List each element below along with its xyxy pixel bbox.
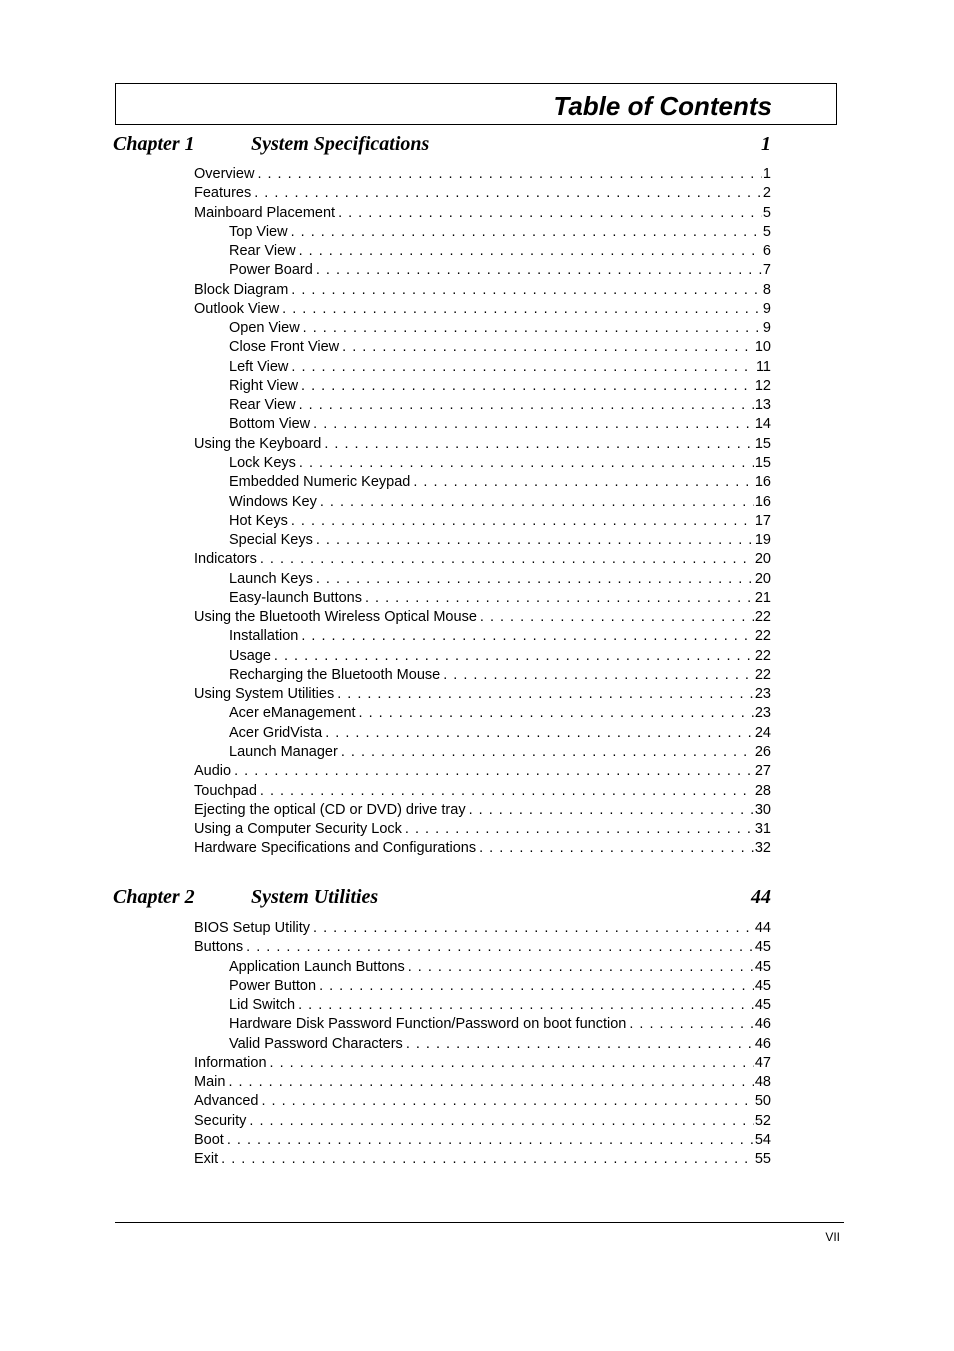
toc-dot-leader [291, 512, 754, 531]
toc-entry[interactable] [194, 1150, 771, 1169]
toc-entry[interactable] [194, 782, 771, 801]
toc-dot-leader [313, 919, 754, 938]
toc-entry-title: Using the Bluetooth Wireless Optical Mouse [194, 609, 477, 626]
toc-entry-title: Advanced [194, 1093, 259, 1110]
toc-dot-leader [365, 589, 754, 608]
toc-dot-leader [303, 319, 762, 338]
toc-entry[interactable] [194, 589, 771, 608]
toc-entry-page: 13 [754, 397, 771, 414]
toc-entry[interactable] [194, 493, 771, 512]
toc-dot-leader [319, 977, 754, 996]
toc-entry[interactable] [194, 1092, 771, 1111]
toc-entry-page: 32 [754, 840, 771, 857]
toc-entry-title: Launch Manager [229, 743, 338, 760]
toc-entry-page: 10 [754, 339, 771, 356]
chapter-1-entries [194, 165, 771, 859]
toc-dot-leader [443, 666, 754, 685]
toc-dot-leader [262, 1092, 754, 1111]
toc-dot-leader [325, 724, 754, 743]
toc-dot-leader [479, 839, 754, 858]
toc-dot-leader [291, 281, 762, 300]
toc-entry[interactable] [194, 958, 771, 977]
toc-entry-page: 5 [762, 204, 771, 221]
chapter-name: System Specifications [251, 133, 430, 155]
toc-entry-page: 15 [754, 435, 771, 452]
chapter-page: 44 [751, 886, 771, 908]
toc-entry-title: Power Button [229, 977, 317, 994]
toc-dot-leader [299, 396, 754, 415]
toc-entry[interactable] [194, 685, 771, 704]
toc-dot-leader [337, 685, 754, 704]
toc-entry-title: Power Board [229, 262, 313, 279]
toc-entry-page: 23 [754, 705, 771, 722]
toc-entry-title: Indicators [194, 551, 257, 568]
toc-entry-title: Exit [194, 1151, 219, 1168]
toc-entry[interactable] [194, 338, 771, 357]
toc-entry[interactable] [194, 762, 771, 781]
toc-dot-leader [260, 550, 754, 569]
toc-dot-leader [406, 1035, 754, 1054]
toc-entry[interactable] [194, 319, 771, 338]
toc-dot-leader [291, 358, 755, 377]
toc-entry-page: 16 [754, 474, 771, 491]
toc-entry[interactable] [194, 435, 771, 454]
toc-entry-title: Top View [229, 223, 288, 240]
toc-entry-page: 46 [754, 1035, 771, 1052]
toc-entry[interactable] [194, 839, 771, 858]
toc-entry-title: Windows Key [229, 493, 317, 510]
toc-entry-title: Hardware Specifications and Configurations [194, 840, 477, 857]
toc-entry-title: Rear View [229, 397, 296, 414]
toc-entry-title: Right View [229, 377, 299, 394]
toc-entry-title: Block Diagram [194, 281, 289, 298]
toc-entry-page: 31 [754, 821, 771, 838]
toc-entry[interactable] [194, 281, 771, 300]
title-box [115, 83, 837, 125]
toc-dot-leader [234, 762, 754, 781]
toc-entry-title: Bottom View [229, 416, 311, 433]
toc-entry[interactable] [194, 396, 771, 415]
toc-entry-title: Using System Utilities [194, 686, 335, 703]
toc-dot-leader [299, 454, 754, 473]
toc-dot-leader [316, 570, 754, 589]
toc-entry[interactable] [194, 512, 771, 531]
toc-entry-page: 48 [754, 1074, 771, 1091]
toc-entry[interactable] [194, 1015, 771, 1034]
toc-entry[interactable] [194, 666, 771, 685]
toc-dot-leader [413, 473, 754, 492]
toc-entry-title: Acer GridVista [229, 724, 323, 741]
toc-entry-page: 15 [754, 454, 771, 471]
toc-entry-title: Security [194, 1112, 247, 1129]
toc-entry-title: Ejecting the optical (CD or DVD) drive tray [194, 801, 466, 818]
toc-dot-leader [316, 531, 754, 550]
chapter-page: 1 [761, 133, 771, 155]
toc-entry-page: 22 [754, 647, 771, 664]
toc-entry-title: Using the Keyboard [194, 435, 322, 452]
toc-entry-page: 55 [754, 1151, 771, 1168]
toc-entry[interactable] [194, 570, 771, 589]
chapter-2-entries [194, 919, 771, 1169]
toc-dot-leader [480, 608, 754, 627]
toc-entry-page: 22 [754, 666, 771, 683]
toc-dot-leader [298, 996, 754, 1015]
toc-entry-page: 50 [754, 1093, 771, 1110]
toc-entry-page: 9 [762, 320, 771, 337]
toc-dot-leader [249, 1112, 753, 1131]
toc-dot-leader [254, 184, 762, 203]
toc-entry[interactable] [194, 919, 771, 938]
toc-entry-title: Overview [194, 166, 255, 182]
toc-entry-title: Mainboard Placement [194, 204, 336, 221]
toc-dot-leader [301, 377, 754, 396]
toc-entry[interactable] [194, 1035, 771, 1054]
chapter-1-heading [113, 131, 771, 157]
toc-entry-page: 8 [762, 281, 771, 298]
toc-entry-title: Valid Password Characters [229, 1035, 403, 1052]
toc-dot-leader [342, 338, 754, 357]
toc-entry-title: Features [194, 185, 252, 202]
toc-entry[interactable] [194, 531, 771, 550]
toc-dot-leader [291, 223, 762, 242]
toc-entry[interactable] [194, 724, 771, 743]
toc-entry-title: Open View [229, 320, 300, 337]
toc-dot-leader [274, 647, 754, 666]
toc-entry-page: 11 [755, 358, 771, 375]
toc-entry-page: 12 [754, 377, 771, 394]
toc-entry[interactable] [194, 300, 771, 319]
toc-entry[interactable] [194, 184, 771, 203]
toc-entry-page: 44 [754, 920, 771, 936]
toc-entry-title: BIOS Setup Utility [194, 920, 311, 936]
toc-entry-page: 1 [762, 166, 771, 182]
toc-entry[interactable] [194, 358, 771, 377]
toc-entry-title: Embedded Numeric Keypad [229, 474, 411, 491]
toc-dot-leader [405, 820, 754, 839]
toc-dot-leader [246, 938, 754, 957]
toc-entry[interactable] [194, 1131, 771, 1150]
toc-entry[interactable] [194, 204, 771, 223]
toc-entry-page: 20 [754, 570, 771, 587]
toc-entry[interactable] [194, 938, 771, 957]
toc-entry-page: 9 [762, 300, 771, 317]
toc-entry-title: Special Keys [229, 532, 313, 549]
toc-dot-leader [341, 743, 754, 762]
toc-entry-page: 19 [754, 532, 771, 549]
toc-dot-leader [260, 782, 754, 801]
toc-entry-page: 6 [762, 243, 771, 260]
toc-dot-leader [629, 1015, 754, 1034]
toc-entry[interactable] [194, 550, 771, 569]
toc-entry[interactable] [194, 647, 771, 666]
toc-entry-page: 46 [754, 1016, 771, 1033]
toc-entry[interactable] [194, 608, 771, 627]
toc-entry-page: 26 [754, 743, 771, 760]
toc-entry-page: 30 [754, 801, 771, 818]
toc-entry-page: 7 [762, 262, 771, 279]
toc-entry-title: Hot Keys [229, 512, 288, 529]
toc-entry[interactable] [194, 627, 771, 646]
toc-entry-title: Boot [194, 1131, 224, 1148]
toc-entry-page: 27 [754, 763, 771, 780]
toc-dot-leader [316, 261, 762, 280]
toc-entry-page: 20 [754, 551, 771, 568]
toc-entry-page: 47 [754, 1054, 771, 1071]
toc-dot-leader [408, 958, 754, 977]
toc-entry[interactable] [194, 1054, 771, 1073]
toc-dot-leader [359, 704, 754, 723]
toc-entry-title: Close Front View [229, 339, 340, 356]
toc-entry-page: 16 [754, 493, 771, 510]
toc-entry[interactable] [194, 261, 771, 280]
toc-entry[interactable] [194, 1112, 771, 1131]
toc-dot-leader [282, 300, 762, 319]
toc-entry-title: Usage [229, 647, 271, 664]
toc-entry-page: 24 [754, 724, 771, 741]
toc-entry-title: Easy-launch Buttons [229, 589, 362, 606]
toc-entry-page: 23 [754, 686, 771, 703]
toc-entry-title: Audio [194, 763, 232, 780]
toc-entry-title: Buttons [194, 939, 244, 956]
toc-entry-page: 45 [754, 958, 771, 975]
toc-entry[interactable] [194, 454, 771, 473]
toc-dot-leader [299, 242, 762, 261]
toc-entry-page: 45 [754, 939, 771, 956]
toc-entry[interactable] [194, 242, 771, 261]
toc-entry-title: Outlook View [194, 300, 280, 317]
toc-dot-leader [469, 801, 754, 820]
toc-dot-leader [257, 165, 761, 184]
toc-entry-title: Application Launch Buttons [229, 958, 405, 975]
toc-entry-title: Using a Computer Security Lock [194, 821, 402, 838]
toc-entry-page: 21 [754, 589, 771, 606]
toc-entry[interactable] [194, 223, 771, 242]
toc-dot-leader [338, 204, 762, 223]
toc-entry-title: Acer eManagement [229, 705, 356, 722]
toc-dot-leader [221, 1150, 754, 1169]
toc-entry[interactable] [194, 377, 771, 396]
toc-entry-page: 22 [754, 609, 771, 626]
chapter-name: System Utilities [251, 886, 379, 908]
chapter-label: Chapter 2 [113, 886, 195, 908]
toc-entry[interactable] [194, 801, 771, 820]
toc-dot-leader [301, 627, 754, 646]
chapter-2-heading [113, 884, 771, 910]
toc-entry-title: Touchpad [194, 782, 257, 799]
toc-dot-leader [228, 1073, 753, 1092]
toc-entry-title: Information [194, 1054, 267, 1071]
toc-entry-title: Main [194, 1074, 226, 1091]
toc-entry-title: Installation [229, 628, 299, 645]
toc-entry-page: 45 [754, 977, 771, 994]
toc-entry-page: 14 [754, 416, 771, 433]
toc-entry-title: Left View [229, 358, 289, 375]
toc-dot-leader [320, 493, 754, 512]
toc-entry[interactable] [194, 743, 771, 762]
page-number: VII [825, 1230, 840, 1244]
toc-entry[interactable] [194, 820, 771, 839]
toc-entry-title: Lock Keys [229, 454, 296, 471]
toc-entry[interactable] [194, 473, 771, 492]
toc-entry[interactable] [194, 704, 771, 723]
page-title: Table of Contents [553, 91, 772, 121]
toc-entry[interactable] [194, 996, 771, 1015]
toc-dot-leader [313, 415, 754, 434]
toc-dot-leader [227, 1131, 754, 1150]
toc-entry-page: 28 [754, 782, 771, 799]
toc-entry-title: Recharging the Bluetooth Mouse [229, 666, 441, 683]
toc-entry-title: Lid Switch [229, 997, 296, 1014]
toc-dot-leader [270, 1054, 754, 1073]
toc-entry[interactable] [194, 415, 771, 434]
toc-entry-title: Rear View [229, 243, 296, 260]
toc-entry-page: 45 [754, 997, 771, 1014]
footer-rule [115, 1222, 844, 1223]
toc-entry-page: 52 [754, 1112, 771, 1129]
toc-entry-title: Hardware Disk Password Function/Password on boot function [229, 1016, 627, 1033]
toc-entry[interactable] [194, 165, 771, 184]
toc-dot-leader [324, 435, 754, 454]
toc-entry[interactable] [194, 1073, 771, 1092]
toc-entry[interactable] [194, 977, 771, 996]
toc-entry-page: 54 [754, 1131, 771, 1148]
toc-entry-title: Launch Keys [229, 570, 313, 587]
toc-entry-page: 22 [754, 628, 771, 645]
chapter-label: Chapter 1 [113, 133, 195, 155]
toc-entry-page: 5 [762, 223, 771, 240]
toc-entry-page: 17 [754, 512, 771, 529]
toc-entry-page: 2 [762, 185, 771, 202]
